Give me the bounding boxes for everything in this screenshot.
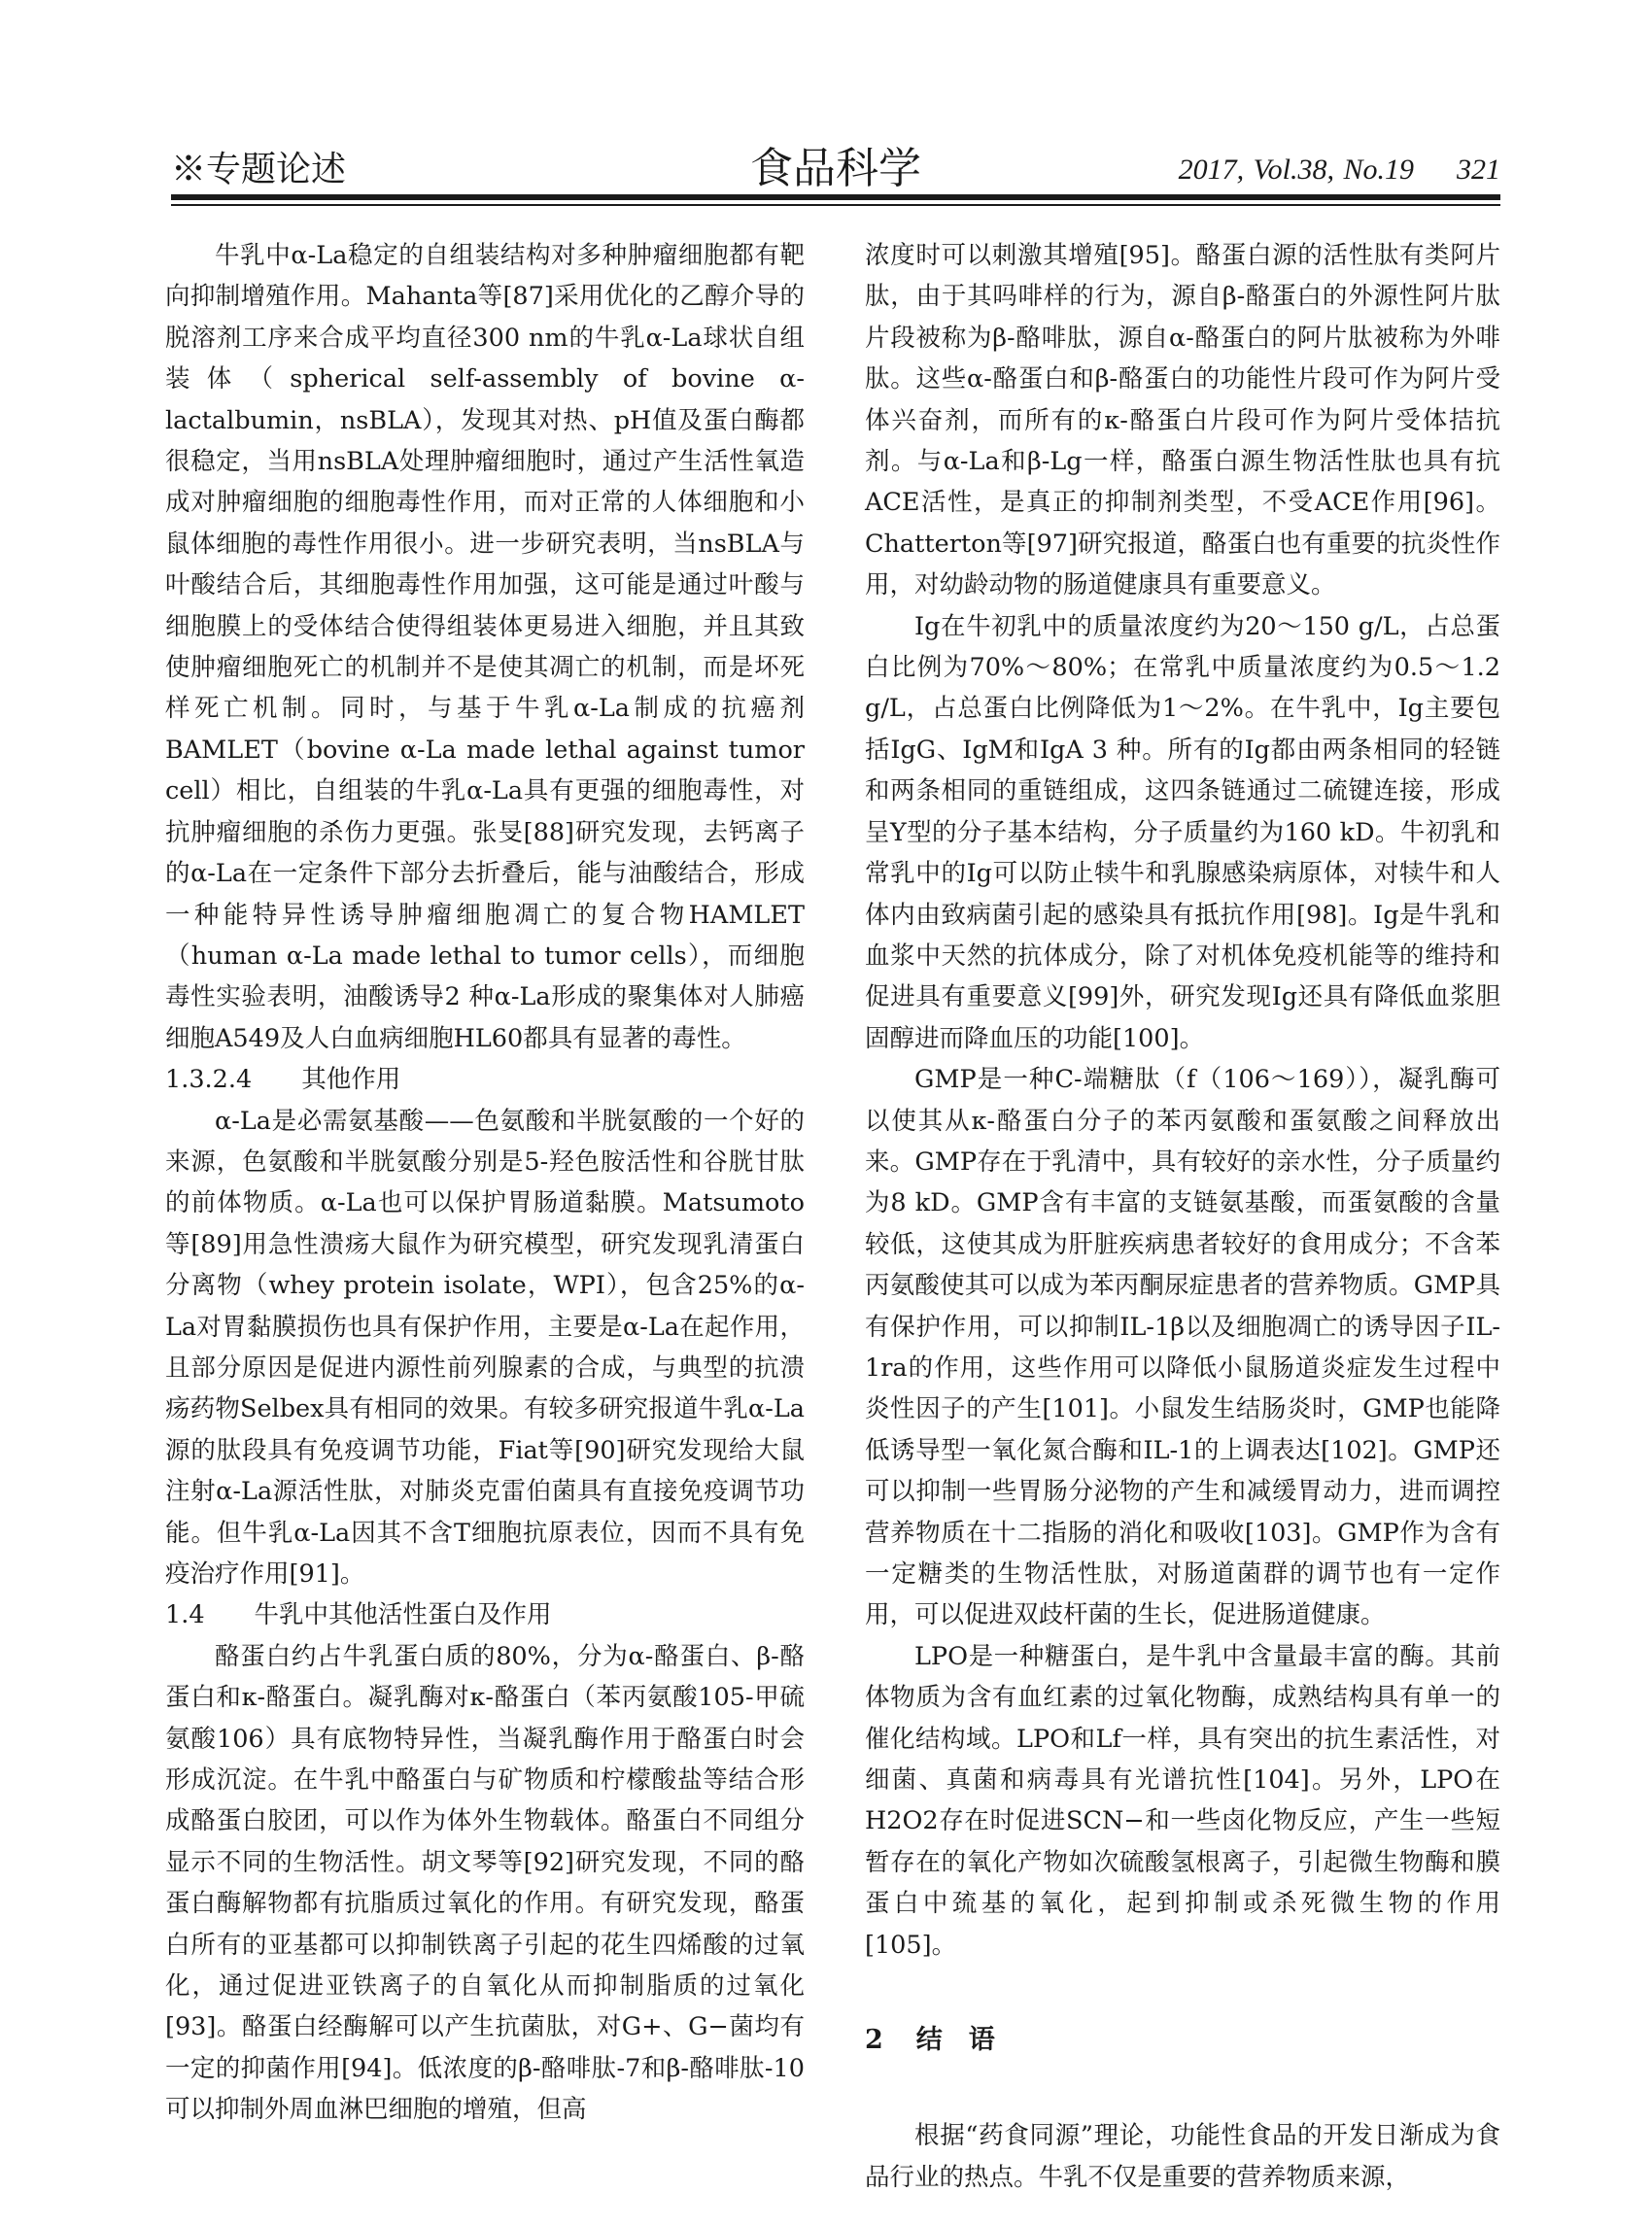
right-column xyxy=(865,235,1509,2198)
section-title: 结 语 xyxy=(915,2025,995,2056)
subsection-heading: 1.3.2.4 其他作用 xyxy=(165,1065,401,1095)
body-paragraph: 根据“药食同源”理论，功能性食品的开发日渐成为食品行业的热点。牛乳不仅是重要的营养物质来源， xyxy=(865,2121,1500,2192)
section-number: 2 xyxy=(865,2025,883,2056)
body-paragraph: α-La是必需氨基酸——色氨酸和半胱氨酸的一个好的来源，色氨酸和半胱氨酸分别是5-羟色胺活性和谷胱甘肽的前体物质。α-La也可以保护胃肠道黏膜。Matsumoto等[89]用急性溃疡大鼠作为研究模型，研究发现乳清蛋白分离物（whey protein isolate，WPI），包含25%的α-La对胃黏膜损伤也具有保护作用，主要是α-La在起作用，且部分原因是促进内源性前列腺素的合成，与典型的抗溃疡药物Selbex具有相同的效果。有较多研究报道牛乳α-La源的肽段具有免疫调节功能，Fiat等[90]研究发现给大鼠注射α-La源活性肽，对肺炎克雷伯菌具有直接免疫调节功能。但牛乳α-La因其不含T细胞抗原表位，因而不具有免疫治疗作用[91]。 xyxy=(165,1106,805,1589)
issue-info xyxy=(1179,146,1500,194)
body-paragraph: GMP是一种C-端糖肽（f（106～169）），凝乳酶可以使其从κ-酪蛋白分子的苯丙氨酸和蛋氨酸之间释放出来。GMP存在于乳清中，具有较好的亲水性，分子质量约为8 kD。GMP含有丰富的支链氨基酸，而蛋氨酸的含量较低，这使其成为肝脏疾病患者较好的食用成分；不含苯丙氨酸使其可以成为苯丙酮尿症患者的营养物质。GMP具有保护作用，可以抑制IL-1β以及细胞凋亡的诱导因子IL-1ra的作用，这些作用可以降低小鼠肠道炎症发生过程中炎性因子的产生[101]。小鼠发生结肠炎时，GMP也能降低诱导型一氧化氮合酶和IL-1的上调表达[102]。GMP还可以抑制一些胃肠分泌物的产生和减缓胃动力，进而调控营养物质在十二指肠的消化和吸收[103]。GMP作为含有一定糖类的生物活性肽，对肠道菌群的调节也有一定作用，可以促进双歧杆菌的生长，促进肠道健康。 xyxy=(865,1065,1500,1630)
left-column xyxy=(165,235,813,2131)
body-paragraph: 酪蛋白约占牛乳蛋白质的80%，分为α-酪蛋白、β-酪蛋白和κ-酪蛋白。凝乳酶对κ-酪蛋白（苯丙氨酸105-甲硫氨酸106）具有底物特异性，当凝乳酶作用于酪蛋白时会形成沉淀。在牛乳中酪蛋白与矿物质和柠檬酸盐等结合形成酪蛋白胶团，可以作为体外生物载体。酪蛋白不同组分显示不同的生物活性。胡文琴等[92]研究发现，不同的酪蛋白酶解物都有抗脂质过氧化的作用。有研究发现，酪蛋白所有的亚基都可以抑制铁离子引起的花生四烯酸的过氧化，通过促进亚铁离子的自氧化从而抑制脂质的过氧化[93]。酪蛋白经酶解可以产生抗菌肽，对G+、G−菌均有一定的抑菌作用[94]。低浓度的β-酪啡肽-7和β-酪啡肽-10可以抑制外周血淋巴细胞的增殖，但高 xyxy=(165,1641,805,2125)
header-rule-thick xyxy=(171,194,1500,200)
journal-title: 食品科学 xyxy=(750,144,921,193)
body-paragraph: LPO是一种糖蛋白，是牛乳中含量最丰富的酶。其前体物质为含有血红素的过氧化物酶，成熟结构具有单一的催化结构域。LPO和Lf一样，具有突出的抗生素活性，对细菌、真菌和病毒具有光谱抗性[104]。另外，LPO在H2O2存在时促进SCN−和一些卤化物反应，产生一些短暂存在的氧化产物如次硫酸氢根离子，引起微生物酶和膜蛋白中巯基的氧化，起到抑制或杀死微生物的作用[105]。 xyxy=(865,1641,1500,1960)
page-header xyxy=(171,146,1500,194)
body-paragraph: Ig在牛初乳中的质量浓度约为20～150 g/L，占总蛋白比例为70%～80%；在常乳中质量浓度约为0.5～1.2 g/L，占总蛋白比例降低为1～2%。在牛乳中，Ig主要包括IgG、IgM和IgA 3 种。所有的Ig都由两条相同的轻链和两条相同的重链组成，这四条链通过二硫键连接，形成呈Y型的分子基本结构，分子质量约为160 kD。牛初乳和常乳中的Ig可以防止犊牛和乳腺感染病原体，对犊牛和人体内由致病菌引起的感染具有抵抗作用[98]。Ig是牛乳和血浆中天然的抗体成分，除了对机体免疫机能等的维持和促进具有重要意义[99]外，研究发现Ig还具有降低血浆胆固醇进而降血压的功能[100]。 xyxy=(865,611,1509,1053)
subsection-heading: 1.4 牛乳中其他活性蛋白及作用 xyxy=(165,1600,552,1630)
page-number: 321 xyxy=(1457,154,1500,186)
body-paragraph: 浓度时可以刺激其增殖[95]。酪蛋白源的活性肽有类阿片肽，由于其吗啡样的行为，源自β-酪蛋白的外源性阿片肽片段被称为β-酪啡肽，源自α-酪蛋白的阿片肽被称为外啡肽。这些α-酪蛋白和β-酪蛋白的功能性片段可作为阿片受体兴奋剂，而所有的κ-酪蛋白片段可作为阿片受体拮抗剂。与α-La和β-Lg一样，酪蛋白源生物活性肽也具有抗ACE活性，是真正的抑制剂类型，不受ACE作用[96]。Chatterton等[97]研究报道，酪蛋白也有重要的抗炎性作用，对幼龄动物的肠道健康具有重要意义。 xyxy=(865,241,1500,600)
section-heading xyxy=(865,2020,1500,2061)
header-rule-thin xyxy=(171,204,1500,206)
body-paragraph: 牛乳中α-La稳定的自组装结构对多种肿瘤细胞都有靶向抑制增殖作用。Mahanta等[87]采用优化的乙醇介导的脱溶剂工序来合成平均直径300 nm的牛乳α-La球状自组装体（spherical self-assembly of bovine α-lactalbumin，nsBLA），发现其对热、pH值及蛋白酶都很稳定，当用nsBLA处理肿瘤细胞时，通过产生活性氧造成对肿瘤细胞的细胞毒性作用，而对正常的人体细胞和小鼠体细胞的毒性作用很小。进一步研究表明，当nsBLA与叶酸结合后，其细胞毒性作用加强，这可能是通过叶酸与细胞膜上的受体结合使得组装体更易进入细胞，并且其致使肿瘤细胞死亡的机制并不是使其凋亡的机制，而是坏死样死亡机制。同时，与基于牛乳α-La制成的抗癌剂BAMLET（bovine α-La made lethal against tumor cell）相比，自组装的牛乳α-La具有更强的细胞毒性，对抗肿瘤细胞的杀伤力更强。张旻[88]研究发现，去钙离子的α-La在一定条件下部分去折叠后，能与油酸结合，形成一种能特异性诱导肿瘤细胞凋亡的复合物HAMLET（human α-La made lethal to tumor cells），而细胞毒性实验表明，油酸诱导2 种α-La形成的聚集体对人肺癌细胞A549及人白血病细胞HL60都具有显著的毒性。 xyxy=(165,241,813,1053)
section-label: ※专题论述 xyxy=(171,150,347,189)
issue-volume: 2017, Vol.38, No.19 xyxy=(1178,154,1414,186)
